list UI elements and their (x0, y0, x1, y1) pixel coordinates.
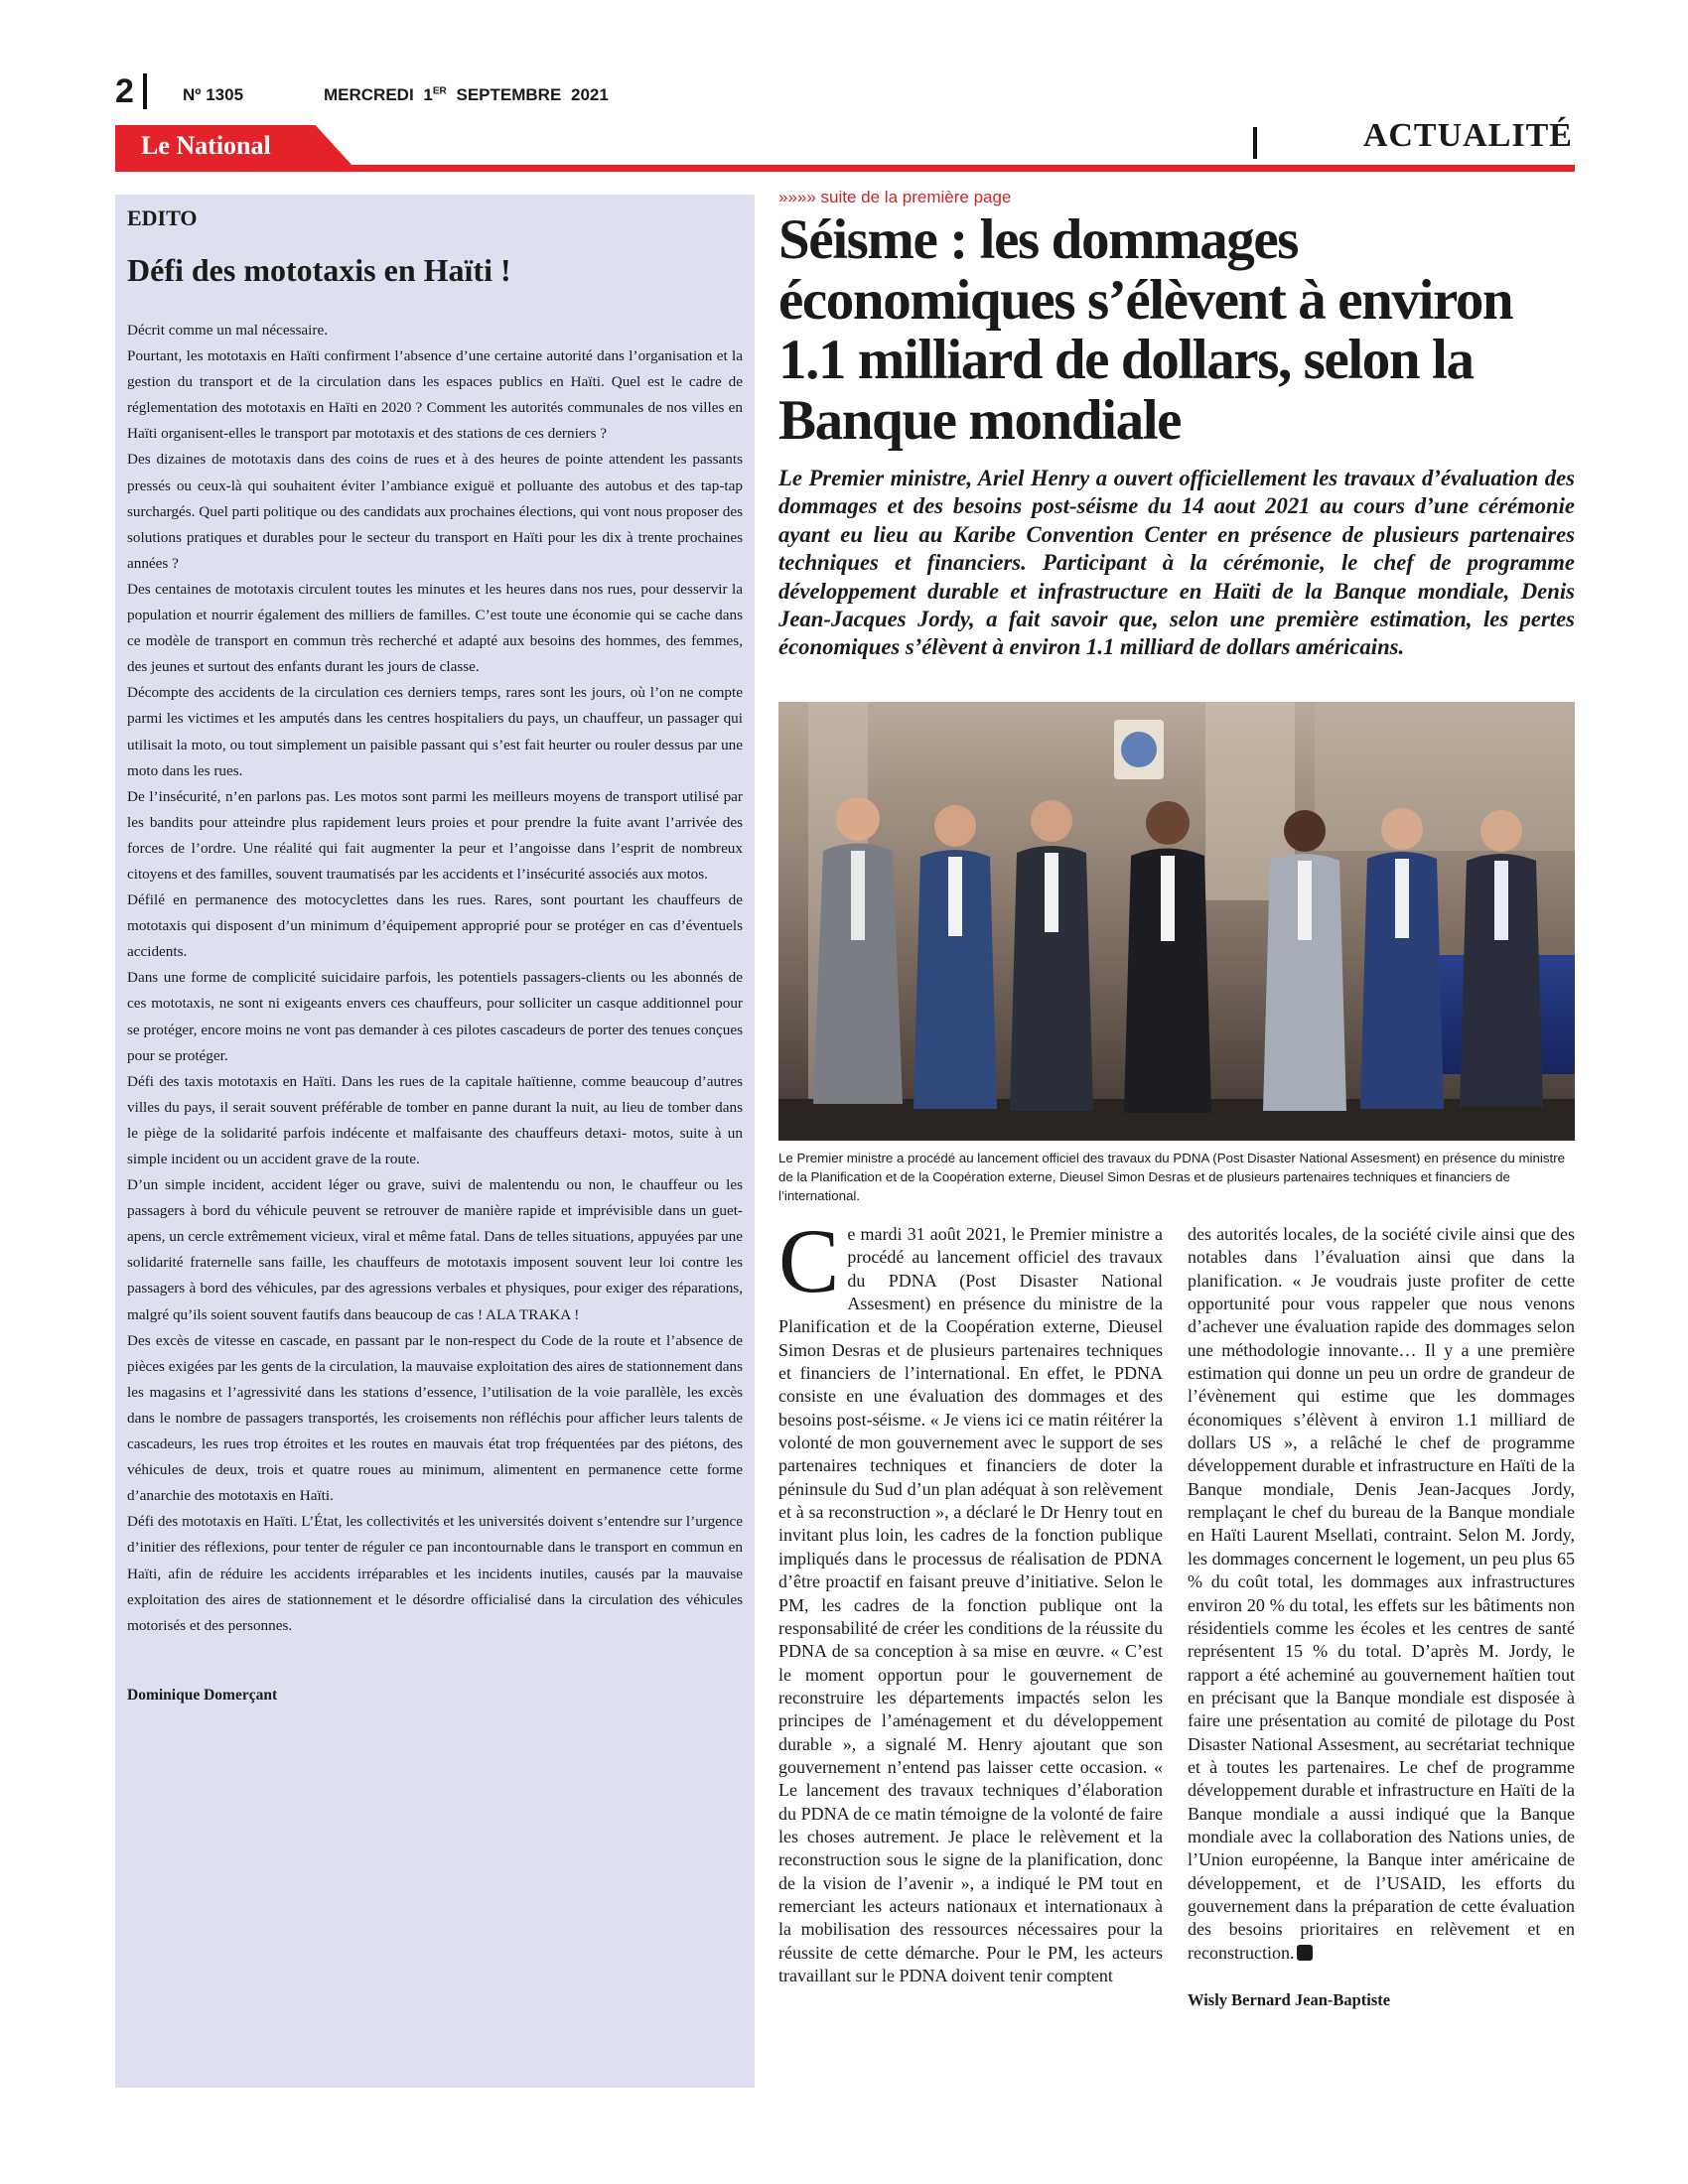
edito-paragraph: Décompte des accidents de la circulation ces derniers temps, rares sont les jours, où l’on ne compte parmi les victimes et les amputés dans les centres hospitaliers du pays, un chauffeur, un passager qui utilisait la moto, ou tout simplement un paisible passant qui s’est fait heurter ou rouler dessus par une moto dans les rues. (127, 684, 743, 779)
edito-paragraph: Défilé en permanence des motocyclettes dans les rues. Rares, sont pourtant les chauffeurs de mototaxis qui disposent d’un minimum d’équipement approprié pour se protéger en cas d’éventuels accidents. (127, 891, 743, 961)
header-rule (115, 165, 1575, 172)
edito-title: Défi des mototaxis en Haïti ! (127, 252, 511, 288)
edito-paragraph: Défi des taxis mototaxis en Haïti. Dans les rues de la capitale haïtienne, comme beaucoup d’autres villes du pays, il serait souvent préférable de tomber en panne durant la nuit, au lieu de tomber dans le piège de la solidarité parfois indécente et malfaisante des chauffeurs detaxi- motos, suite à un simple incident ou un accident grave de la route. (127, 1072, 743, 1167)
edito-body (127, 318, 743, 1639)
article-column-2 (1188, 1223, 1575, 2011)
edito-author: Dominique Domerçant (127, 1686, 278, 1704)
end-mark-icon (1297, 1945, 1313, 1961)
photo-caption: Le Premier ministre a procédé au lancement officiel des travaux du PDNA (Post Disaster National Assesment) en présence du ministre de la Planification et de la Coopération externe, Dieusel Simon Desras et de plusieurs partenaires techniques et financiers de l’international. (778, 1151, 1566, 1203)
edito-label: EDITO (127, 205, 198, 230)
date-rest: SEPTEMBRE 2021 (456, 85, 609, 104)
edito-paragraph: Défi des mototaxis en Haïti. L’État, les collectivités et les universités doivent s’entendre sur l’urgence d’initier des réflexions, pour tenter de réguler ce pan incontournable dans le transport en commun en Haïti, afin de réduire les accidents irréparables et les incidents inutiles, causés par la mauvaise exploitation des aires de stationnement et le désordre officialisé dans la circulation des véhicules motorisés et des personnes. (127, 1513, 743, 1634)
article-photo (778, 702, 1575, 1141)
section-divider (1253, 127, 1257, 159)
edito-paragraph: Décrit comme un mal nécessaire. (127, 322, 328, 339)
section-title: ACTUALITÉ (1362, 117, 1573, 154)
newspaper-logo: Le National (141, 131, 271, 160)
issue-date (324, 85, 609, 105)
edito-paragraph: Des excès de vitesse en cascade, en passant par le non-respect du Code de la route et l’absence de pièces exigées par les gents de la circulation, la mauvaise exploitation des aires de stationnement dans les magasins et l’agressivité dans les stations d’essence, l’utilisation de la voie parallèle, les excès dans le nombre de passagers transportés, les croisements non réfléchis pour afficher leurs talents de cascadeurs, les rues trop étroites et les routes en mauvais état trop fréquentées par des piétons, des véhicules de deux, trois et quatre roues au minimum, alimentent en permanence cette forme d’anarchie des mototaxis en Haïti. (127, 1331, 743, 1505)
article-lead: Le Premier ministre, Ariel Henry a ouvert officiellement les travaux d’évaluation des dommages et des besoins post-séisme du 14 aout 2021 au cours d’une cérémonie ayant eu lieu au Karibe Convention Center en présence de plusieurs partenaires techniques et financiers. Participant à la cérémonie, le chef de programme développement durable et infrastructure en Haïti de la Banque mondiale, Denis Jean-Jacques Jordy, a fait savoir que, selon une première estimation, les pertes économiques s’élèvent à environ 1.1 milliard de dollars américains. (778, 466, 1575, 660)
date-day: MERCREDI 1 (324, 85, 433, 104)
edito-paragraph: Des dizaines de mototaxis dans des coins de rues et à des heures de pointe attendent les passants pressés ou ceux-là qui souhaitent éviter l’ambiance exiguë et polluante des autobus et des tap-tap surchargés. Quel parti politique ou des candidats aux prochaines élections, qui vont nous proposer des solutions pratiques et durables pour le secteur du transport en Haïti pour les dix à trente prochaines années ? (127, 451, 743, 572)
page-header (115, 71, 1575, 111)
page-number: 2 (115, 72, 134, 110)
continued-link[interactable]: »»»» suite de la première page (778, 188, 1012, 206)
article-headline: Séisme : les dommages économiques s’élèvent à environ 1.1 milliard de dollars, selon la Banque mondiale (778, 208, 1513, 452)
date-ordinal: ER (432, 85, 447, 97)
group-photo-illustration (778, 702, 1575, 1141)
edito-paragraph: Des centaines de mototaxis circulent toutes les minutes et les heures dans nos rues, pour desservir la population et nourrir également des milliers de familles. C’est toute une économie qui se cache dans ce modèle de transport en commun très recherché et adapté aux besoins des hommes, des femmes, des jeunes et surtout des enfants durant les jours de classe. (127, 580, 743, 676)
edito-paragraph: Dans une forme de complicité suicidaire parfois, les potentiels passagers-clients ou les abonnés de ces mototaxis, ne sont ni exigeants envers ces chauffeurs, pour solliciter un casque additionnel pour se protéger, encore moins ne vont pas demander à ces pilotes cascadeurs de porter des tenues conçues pour se protéger. (127, 969, 743, 1064)
edito-paragraph: Pourtant, les mototaxis en Haïti confirment l’absence d’une certaine autorité dans l’organisation et la gestion du transport et de la circulation dans les espaces publics en Haïti. Quel est le cadre de réglementation des mototaxis en Haïti en 2020 ? Comment les autorités communales de nos villes en Haïti organisent-elles le transport par mototaxis et des stations de ces derniers ? (127, 347, 743, 443)
drop-cap: C (778, 1210, 840, 1311)
issue-number: Nº 1305 (183, 85, 244, 104)
article-text-2: des autorités locales, de la société civile ainsi que des notables dans l’évaluation ainsi que dans la planification. « Je voudrais juste profiter de cette opportunité pour vous rappeler que nous venons d’achever une évaluation rapide des dommages selon une méthodologie innovante… Il y a une première estimation qui donne un peu un ordre de grandeur de l’évènement qui estime que les dommages économiques s’élèvent à environ 1.1 milliard de dollars US », a relâché le chef de programme développement durable et infrastructure en Haïti de la Banque mondiale, Denis Jean-Jacques Jordy, remplaçant le chef du bureau de la Banque mondiale en Haïti Laurent Msellati, contraint. Selon M. Jordy, les dommages concernent le logement, un peu plus 65 % du coût total, les dommages aux infrastructures environ 20 % du total, les effets sur les bâtiments non résidentiels comme les écoles et les centres de santé représentent 15 % du total. D’après M. Jordy, le rapport a été acheminé au gouvernement haïtien tout en précisant que la Banque mondiale est disposée à faire une présentation au comité de pilotage du Post Disaster National Assesment, au secrétariat technique et à toutes les partenaires. Le chef de programme développement durable et infrastructure en Haïti de la Banque mondiale a aussi indiqué que la Banque mondiale avec la collaboration des Nations unies, de l’Union européenne, la Banque inter américaine de développement, et de l’USAID, les efforts du gouvernement dans la préparation de cette évaluation des besoins prioritaires en relèvement et en reconstruction. (1188, 1224, 1575, 1963)
edito-column (115, 195, 755, 2088)
article-column-1 (778, 1210, 1163, 1987)
article-text-1: e mardi 31 août 2021, le Premier ministre a procédé au lancement officiel des travaux du PDNA (Post Disaster National Assesment) en présence du ministre de la Planification et de la Coopération externe, Dieusel Simon Desras et de plusieurs partenaires techniques et financiers de l’international. En effet, le PDNA consiste en une évaluation des dommages et des besoins post-séisme. « Je viens ici ce matin réitérer la volonté de mon gouvernement avec le support de ses partenaires techniques et financiers de doter la péninsule du Sud d’un plan adéquat à son relèvement et à sa reconstruction », a déclaré le Dr Henry tout en invitant plus loin, les cadres de la fonction publique impliqués dans le processus de réalisation de PDNA d’être proactif en faisant preuve d’initiative. Selon le PM, les cadres de la fonction publique ont la responsabilité de créer les conditions de la réussite du PDNA de sa conception à sa mise en œuvre. « C’est le moment opportun pour le gouvernement de reconstruire les départements impactés selon les principes de l’aménagement et du développement durable », a signalé M. Henry ajoutant que son gouvernement n’entend pas laisser cette occasion. « Le lancement des travaux techniques d’élaboration du PDNA de ce matin témoigne de la volonté de faire les choses autrement. Je place le relèvement et la reconstruction sous le signe de la planification, donc de la vision de l’avenir », a indiqué le PM tout en remerciant les acteurs nationaux et internationaux à la mobilisation des ressources nécessaires pour la réussite de cette démarche. Pour le PM, les acteurs travaillant sur le PDNA doivent tenir comptent (778, 1224, 1163, 1985)
edito-paragraph: D’un simple incident, accident léger ou grave, suivi de malentendu ou non, le chauffeur ou les passagers à bord du véhicule peuvent se retrouver de manière rapide et imprévisible dans un guet-apens, un cercle extrêmement vicieux, viral et même fatal. Dans de telles situations, appuyées par une solidarité fraternelle sans faille, les chauffeurs de mototaxis imposent souvent leur loi contre les passagers à bord des véhicules, par des agressions verbales et physiques, pour exiger des réparations, malgré qu’ils soient souvent fautifs dans beaucoup de cas ! ALA TRAKA ! (127, 1176, 743, 1323)
edito-paragraph: De l’insécurité, n’en parlons pas. Les motos sont parmi les meilleurs moyens de transport utilisé par les bandits pour atteindre plus rapidement leurs proies et pour prendre la fuite avant l’arrivée des forces de l’ordre. Une réalité qui fait augmenter la peur et l’angoisse dans l’esprit de nombreux citoyens et des familles, souvent traumatisés par les accidents et l’insécurité associés aux motos. (127, 787, 743, 883)
page-number-divider (143, 73, 147, 109)
article-byline: Wisly Bernard Jean-Baptiste (1188, 1990, 1391, 2009)
